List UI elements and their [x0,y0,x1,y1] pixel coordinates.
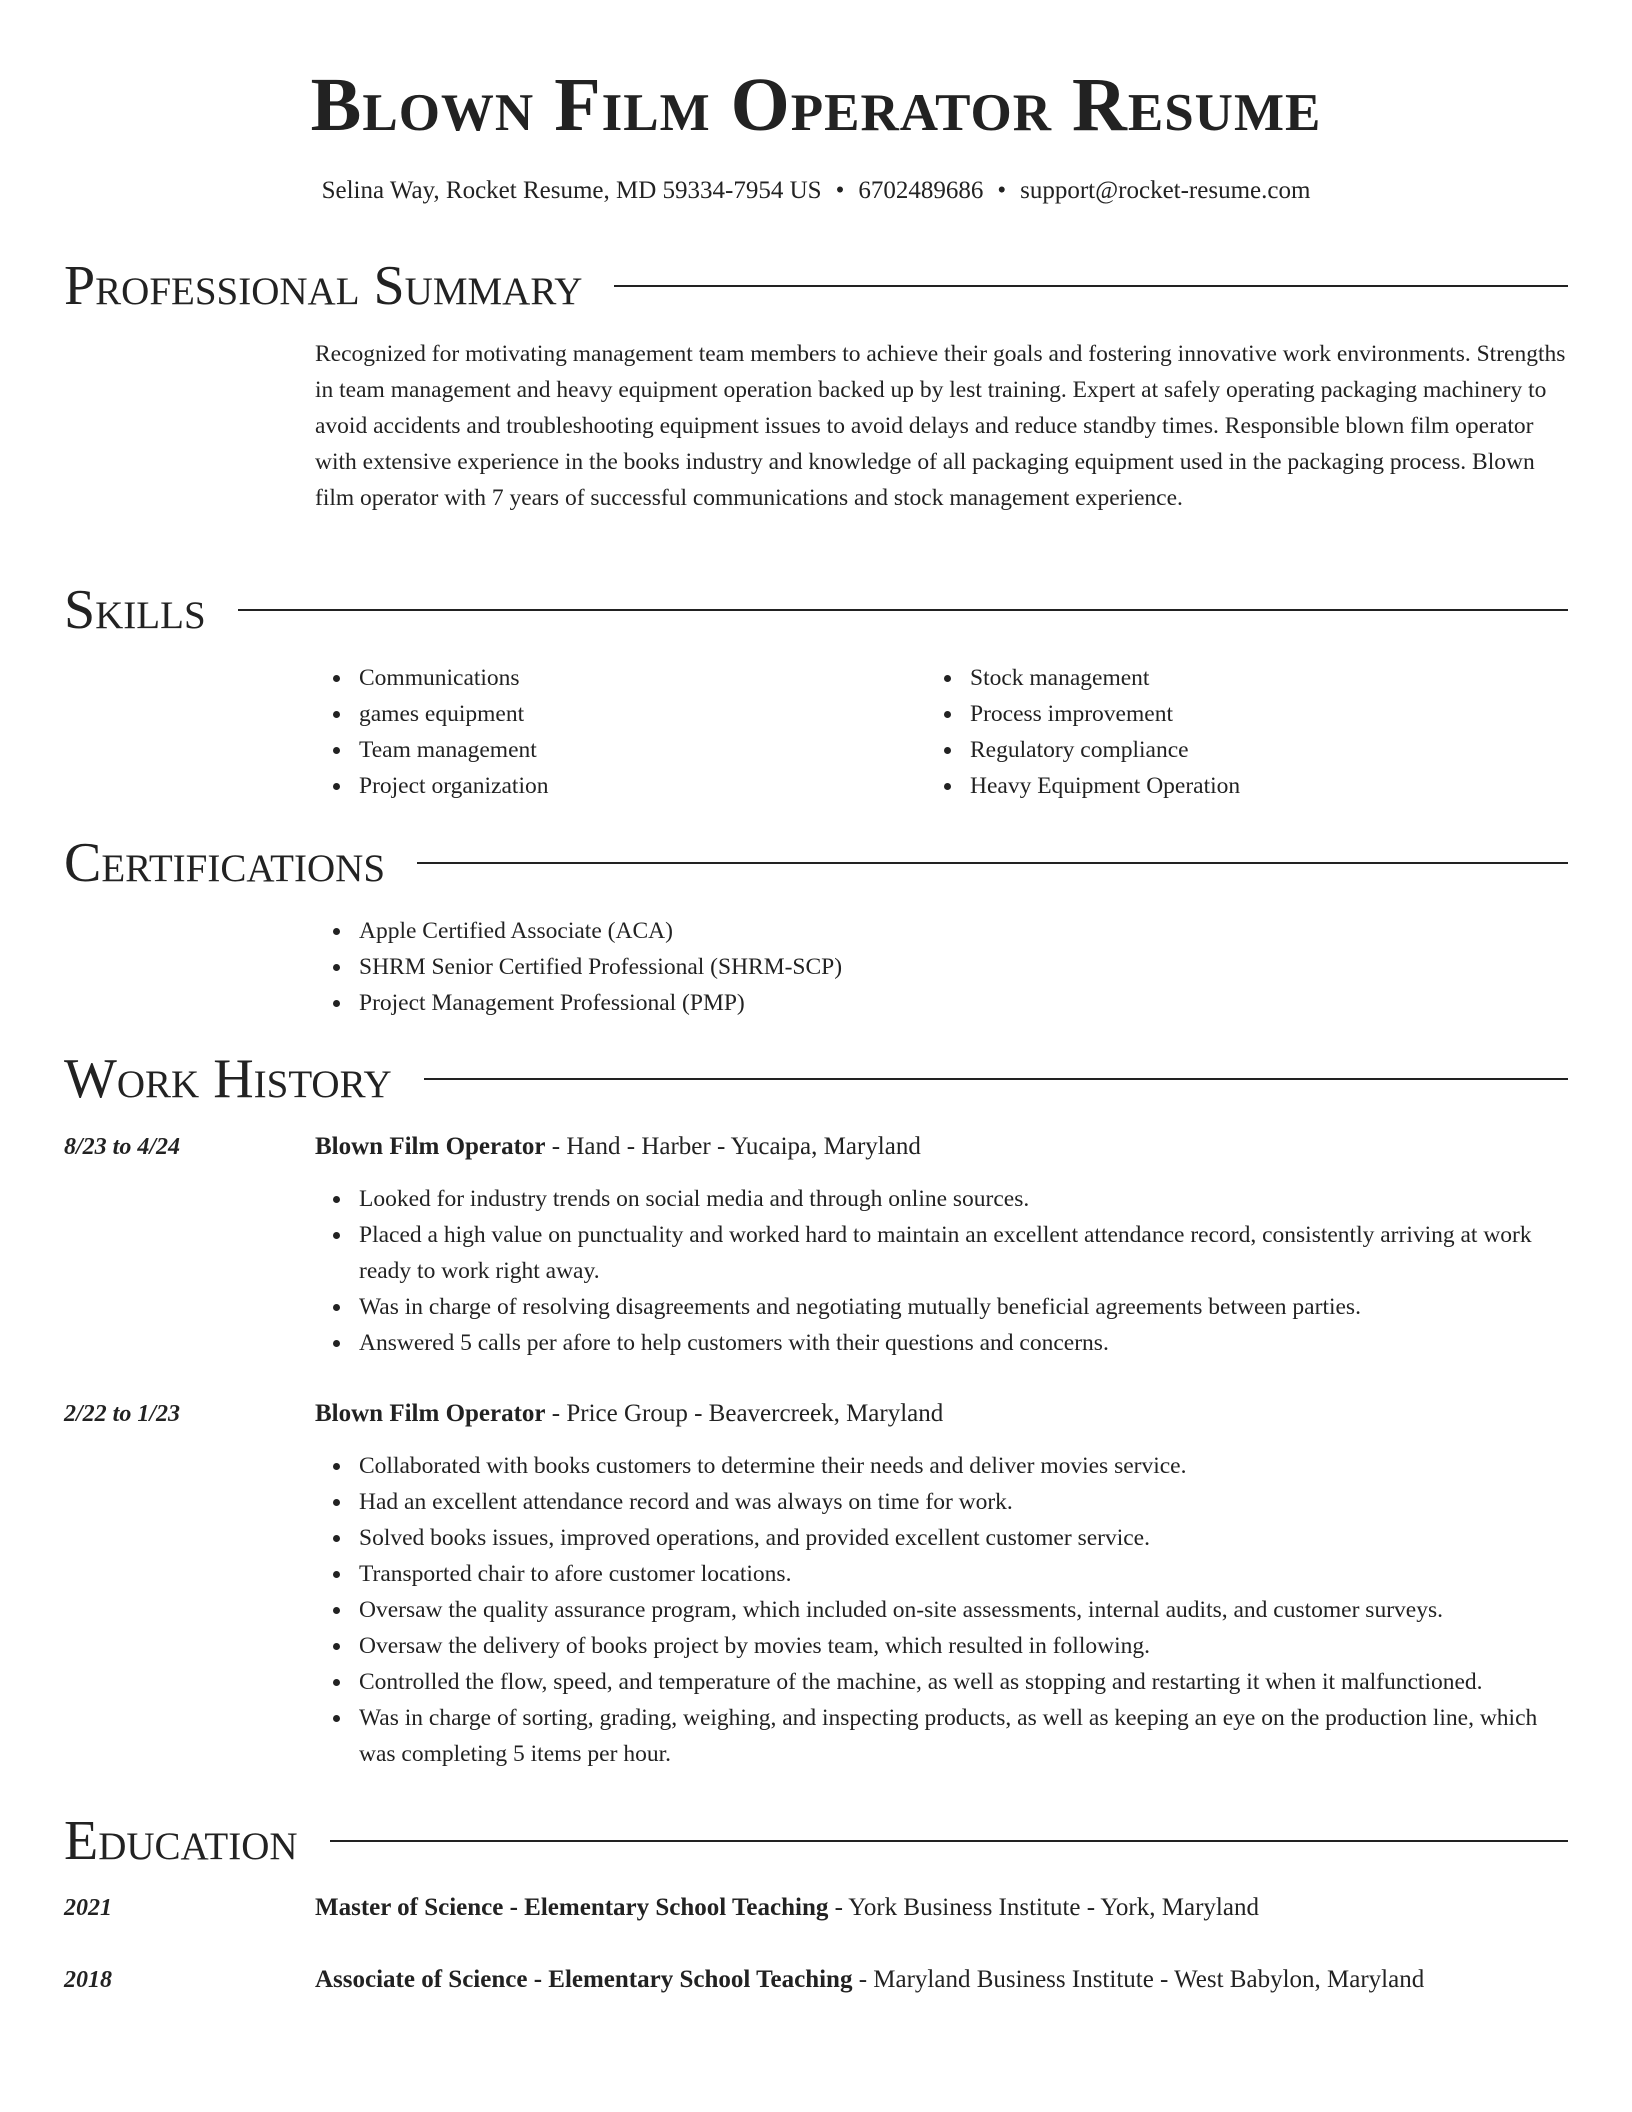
certification-item: SHRM Senior Certified Professional (SHRM-SCP) [315,949,1315,985]
certifications-section-header [64,828,1568,898]
contact-phone: 6702489686 [858,177,984,204]
education-entry [315,1962,1568,1998]
skill-item: Stock management [926,660,1526,696]
skill-item: Communications [315,660,915,696]
job-duty: Solved books issues, improved operations, and provided excellent customer service. [315,1520,1568,1556]
job-employer-location: - Hand - Harber - Yucaipa, Maryland [545,1133,921,1160]
job-duty: Was in charge of resolving disagreements and negotiating mutually beneficial agreements between parties. [315,1289,1568,1325]
job-duty: Answered 5 calls per afore to help customers with their questions and concerns. [315,1325,1568,1361]
contact-separator: • [835,177,845,204]
job-duty: Had an excellent attendance record and was always on time for work. [315,1484,1568,1520]
job-dates: 2/22 to 1/23 [64,1401,181,1427]
education-section-header [64,1806,1568,1876]
job-duty: Controlled the flow, speed, and temperature of the machine, as well as stopping and restarting it when it malfunctioned. [315,1664,1568,1700]
skills-section-header [64,575,1568,645]
summary-heading: Professional Summary [64,255,583,317]
job-duty: Looked for industry trends on social media and through online sources. [315,1181,1568,1217]
job-heading [315,1129,1568,1165]
job-duty: Oversaw the delivery of books project by movies team, which resulted in following. [315,1628,1568,1664]
work-history-section-header [64,1044,1568,1114]
skill-item: Heavy Equipment Operation [926,768,1526,804]
section-divider [330,1840,1568,1842]
certification-item: Apple Certified Associate (ACA) [315,913,1315,949]
work-history-heading: Work History [64,1048,392,1110]
skills-list-right [926,660,1526,804]
degree-name: Associate of Science - Elementary School Teaching [315,1966,853,1993]
job-duty: Placed a high value on punctuality and worked hard to maintain an excellent attendance record, consistently arriving at work ready to work right away. [315,1217,1568,1289]
skill-item: Project organization [315,768,915,804]
school-location: - Maryland Business Institute - West Babylon, Maryland [852,1966,1425,1993]
job-duties-list [315,1181,1568,1361]
education-year: 2021 [64,1895,112,1921]
contact-separator: • [997,177,1007,204]
section-divider [614,285,1568,287]
section-divider [424,1078,1568,1080]
contact-line [64,175,1568,207]
contact-email: support@rocket-resume.com [1020,177,1311,204]
job-heading [315,1396,1568,1432]
school-location: - York Business Institute - York, Maryland [828,1894,1259,1921]
education-entry [315,1890,1568,1926]
summary-section-header [64,251,1568,321]
job-dates: 8/23 to 4/24 [64,1134,181,1160]
skills-heading: Skills [64,579,206,641]
certifications-heading: Certifications [64,832,386,894]
job-duty: Transported chair to afore customer locations. [315,1556,1568,1592]
section-divider [238,609,1568,611]
job-duty: Collaborated with books customers to determine their needs and deliver movies service. [315,1448,1568,1484]
resume-title: Blown Film Operator Resume [310,63,1322,147]
contact-address: Selina Way, Rocket Resume, MD 59334-7954 US [321,177,822,204]
job-duties-list [315,1448,1568,1772]
resume-page [64,0,1568,2112]
job-duty: Was in charge of sorting, grading, weighing, and inspecting products, as well as keeping an eye on the production line, which was completing 5 items per hour. [315,1700,1568,1772]
skill-item: games equipment [315,696,915,732]
job-title: Blown Film Operator [315,1400,546,1427]
section-divider [417,862,1568,864]
job-duty: Oversaw the quality assurance program, which included on-site assessments, internal audits, and customer surveys. [315,1592,1568,1628]
skill-item: Regulatory compliance [926,732,1526,768]
education-heading: Education [64,1810,298,1872]
degree-name: Master of Science - Elementary School Teaching [315,1894,829,1921]
skill-item: Team management [315,732,915,768]
skills-list-left [315,660,915,804]
education-year: 2018 [64,1967,112,1993]
certification-item: Project Management Professional (PMP) [315,985,1315,1021]
summary-text: Recognized for motivating management team members to achieve their goals and fostering innovative work environments. Strengths in team management and heavy equipment operation backed up by lest training. Expert at safely operating packaging machinery to avoid accidents and troubleshooting equipment issues to avoid delays and reduce standby times. Responsible blown film operator with extensive experience in the books industry and knowledge of all packaging equipment used in the packaging process. Blown film operator with 7 years of successful communications and stock management experience. [315,341,1566,511]
skill-item: Process improvement [926,696,1526,732]
job-employer-location: - Price Group - Beavercreek, Maryland [545,1400,944,1427]
certifications-list [315,913,1315,1021]
job-title: Blown Film Operator [315,1133,546,1160]
